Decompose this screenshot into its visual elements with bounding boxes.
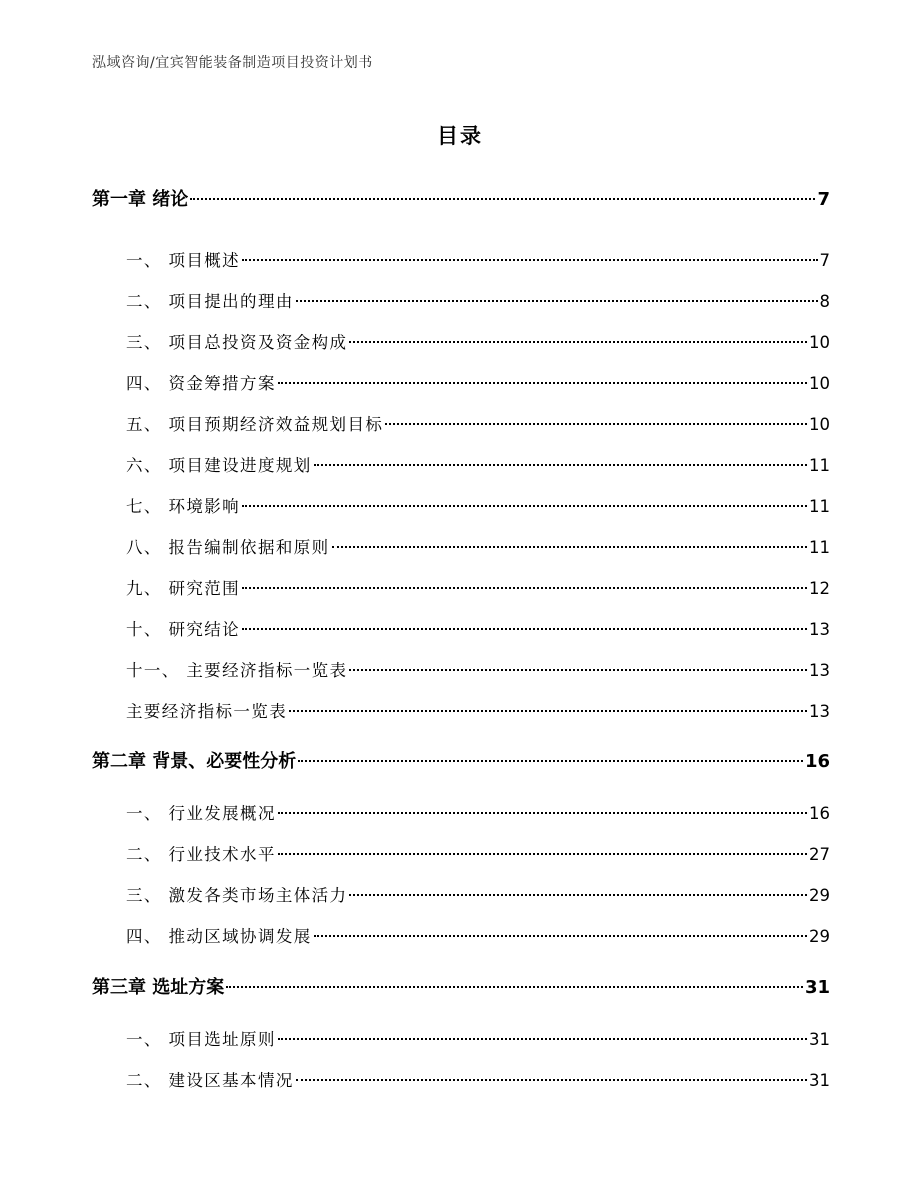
dot-leader <box>349 894 807 896</box>
dot-leader <box>332 546 807 548</box>
toc-page-number: 31 <box>809 1030 830 1049</box>
dot-leader <box>226 986 803 988</box>
toc-entry-label: 三、 激发各类市场主体活力 <box>126 886 348 905</box>
toc-chapter-3[interactable] <box>92 973 830 999</box>
dot-leader <box>242 505 807 507</box>
toc-page-number: 11 <box>809 538 830 557</box>
toc-entry-label: 主要经济指标一览表 <box>126 702 288 721</box>
dot-leader <box>349 341 807 343</box>
toc-title: 目录 <box>437 124 483 148</box>
toc-chapter-1[interactable] <box>92 185 830 211</box>
toc-page-number: 10 <box>809 415 830 434</box>
toc-page-number: 13 <box>809 702 830 721</box>
toc-section[interactable] <box>126 411 830 435</box>
dot-leader <box>314 464 807 466</box>
toc-entry-label: 第二章 背景、必要性分析 <box>92 751 297 772</box>
dot-leader <box>278 1038 807 1040</box>
toc-entry-label: 一、 行业发展概况 <box>126 804 276 823</box>
dot-leader <box>278 382 807 384</box>
dot-leader <box>314 935 807 937</box>
toc-entry-label: 二、 行业技术水平 <box>126 845 276 864</box>
toc-section[interactable] <box>126 452 830 476</box>
toc-section[interactable] <box>126 1026 830 1050</box>
header-divider <box>92 80 828 81</box>
toc-page-number: 12 <box>809 579 830 598</box>
toc-entry-label: 二、 建设区基本情况 <box>126 1071 294 1090</box>
toc-section[interactable] <box>126 534 830 558</box>
dot-leader <box>385 423 807 425</box>
toc-page-number: 7 <box>819 251 830 270</box>
dot-leader <box>349 669 807 671</box>
toc-entry-label: 十、 研究结论 <box>126 620 241 639</box>
toc-page-number: 7 <box>817 189 830 210</box>
toc-entry-label: 六、 项目建设进度规划 <box>126 456 312 475</box>
toc-section[interactable] <box>126 800 830 824</box>
toc-section[interactable] <box>126 247 830 271</box>
toc-section[interactable] <box>126 698 830 722</box>
toc-entry-label: 七、 环境影响 <box>126 497 241 516</box>
toc-entry-label: 二、 项目提出的理由 <box>126 292 294 311</box>
toc-section[interactable] <box>126 657 830 681</box>
toc-section[interactable] <box>126 575 830 599</box>
toc-entry-label: 五、 项目预期经济效益规划目标 <box>126 415 384 434</box>
dot-leader <box>298 760 803 762</box>
toc-entry-label: 第一章 绪论 <box>92 189 189 210</box>
page-header: 泓域咨询/宜宾智能装备制造项目投资计划书 <box>92 55 373 71</box>
toc-entry-label: 四、 资金筹措方案 <box>126 374 276 393</box>
toc-entry-label: 十一、 主要经济指标一览表 <box>126 661 348 680</box>
toc-page-number: 10 <box>809 374 830 393</box>
dot-leader <box>242 259 817 261</box>
toc-section[interactable] <box>126 616 830 640</box>
toc-section[interactable] <box>126 1067 830 1091</box>
toc-entry-label: 九、 研究范围 <box>126 579 241 598</box>
toc-page-number: 16 <box>809 804 830 823</box>
toc-entry-label: 四、 推动区域协调发展 <box>126 927 312 946</box>
toc-page-number: 31 <box>804 977 830 998</box>
toc-entry-label: 八、 报告编制依据和原则 <box>126 538 330 557</box>
toc-entry-label: 三、 项目总投资及资金构成 <box>126 333 348 352</box>
dot-leader <box>289 710 807 712</box>
toc-section[interactable] <box>126 841 830 865</box>
toc-page-number: 10 <box>809 333 830 352</box>
dot-leader <box>296 300 818 302</box>
dot-leader <box>278 853 807 855</box>
toc-entry-label: 一、 项目选址原则 <box>126 1030 276 1049</box>
toc-entry-label: 第三章 选址方案 <box>92 977 225 998</box>
toc-page-number: 16 <box>804 751 830 772</box>
toc-section[interactable] <box>126 370 830 394</box>
toc-section[interactable] <box>126 329 830 353</box>
toc-section[interactable] <box>126 493 830 517</box>
dot-leader <box>296 1079 807 1081</box>
toc-section[interactable] <box>126 923 830 947</box>
toc-page-number: 13 <box>809 661 830 680</box>
dot-leader <box>190 198 815 200</box>
toc-page-number: 11 <box>809 497 830 516</box>
toc-page-number: 29 <box>809 927 830 946</box>
toc-page-number: 27 <box>809 845 830 864</box>
dot-leader <box>242 587 807 589</box>
toc-chapter-2[interactable] <box>92 747 830 773</box>
toc-page-number: 8 <box>819 292 830 311</box>
toc-page-number: 31 <box>809 1071 830 1090</box>
dot-leader <box>242 628 807 630</box>
toc-page-number: 29 <box>809 886 830 905</box>
toc-section[interactable] <box>126 288 830 312</box>
toc-page-number: 13 <box>809 620 830 639</box>
toc-section[interactable] <box>126 882 830 906</box>
dot-leader <box>278 812 807 814</box>
toc-page-number: 11 <box>809 456 830 475</box>
toc-entry-label: 一、 项目概述 <box>126 251 241 270</box>
